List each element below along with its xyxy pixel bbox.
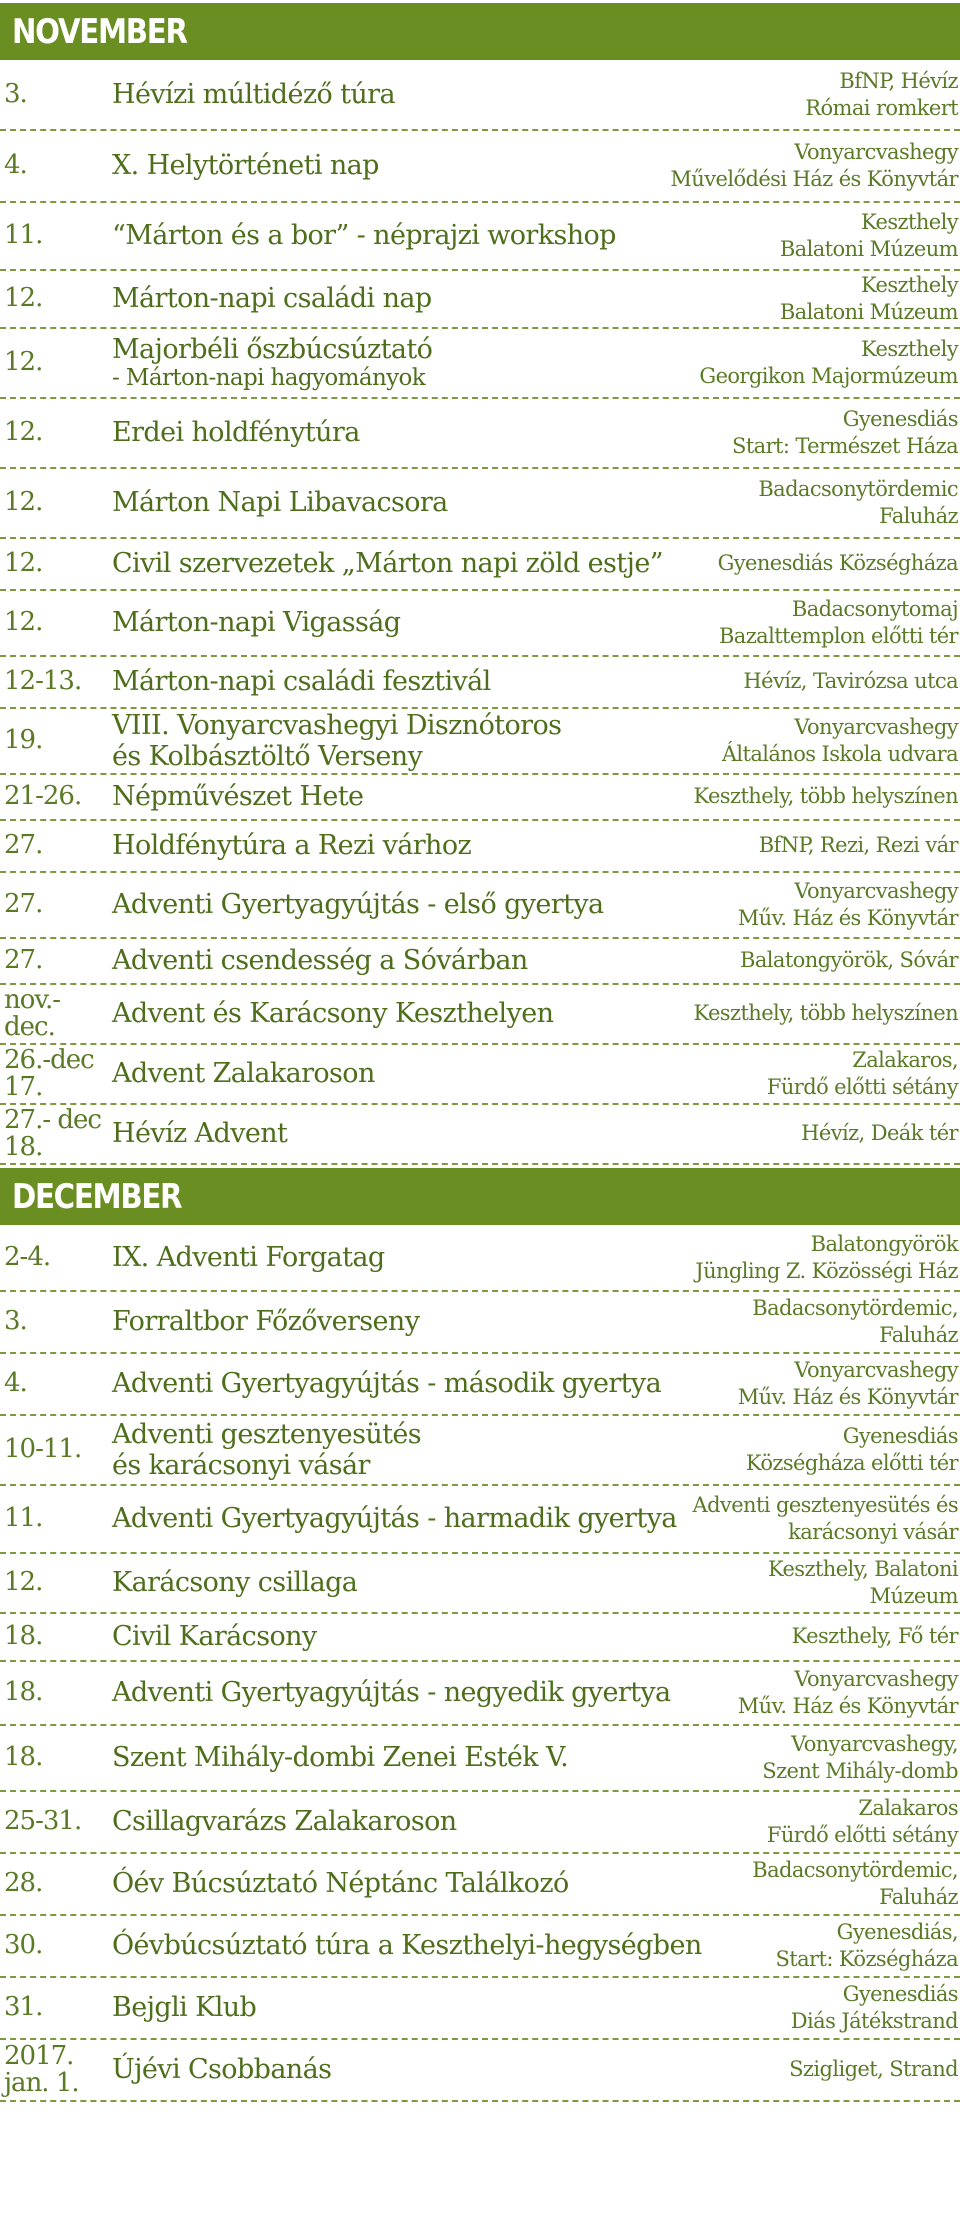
- event-title-line: Adventi gesztenyesütés: [112, 1418, 421, 1450]
- event-location: [762, 1731, 960, 1786]
- event-title-line: Márton-napi családi nap: [112, 283, 432, 315]
- event-location: [780, 272, 960, 327]
- event-date: 27.: [4, 830, 43, 861]
- event-location-line: Szigliget, Strand: [789, 2057, 958, 2082]
- event-location-line: Keszthely: [861, 336, 958, 361]
- event-calendar: [0, 3, 960, 2102]
- event-location-line: Faluház: [879, 504, 958, 528]
- event-title-line: és Kolbásztöltő Verseny: [112, 741, 423, 772]
- event-row: [0, 1226, 960, 1292]
- event-location-line: Keszthely, Balatoni: [767, 1556, 958, 1581]
- event-date: 31.: [4, 1992, 43, 2023]
- event-title-line: Bejgli Klub: [112, 1992, 257, 2024]
- event-title: [112, 1058, 767, 1089]
- event-title: [112, 548, 718, 579]
- event-subtitle: - Márton-napi hagyományok: [112, 365, 426, 392]
- event-location-line: Start: Községháza: [775, 1947, 958, 1971]
- event-row: [0, 1614, 960, 1662]
- event-row: [0, 329, 960, 399]
- event-row: [0, 2040, 960, 2102]
- november-event-list: [0, 61, 960, 1165]
- event-row: [0, 1792, 960, 1854]
- event-title: [112, 1503, 693, 1534]
- event-title: [112, 283, 780, 314]
- event-date: 18.: [4, 1742, 43, 1773]
- event-title-line: Adventi Gyertyagyújtás - első gyertya: [112, 889, 604, 921]
- event-location: [768, 1556, 960, 1611]
- event-location-line: Georgikon Majormúzeum: [699, 364, 958, 388]
- event-location-line: Balatoni Múzeum: [779, 237, 958, 261]
- event-location: [738, 1666, 960, 1721]
- event-row: [0, 1292, 960, 1354]
- event-location-line: Faluház: [879, 1885, 958, 1909]
- event-title-line: Adventi csendesség a Sóvárban: [112, 945, 528, 977]
- event-row: [0, 469, 960, 539]
- event-row: [0, 131, 960, 203]
- event-location: [801, 1120, 960, 1147]
- event-title: [112, 945, 740, 976]
- event-date: 27.- dec 18.: [4, 1105, 101, 1162]
- event-title-line: Civil szervezetek „Márton napi zöld estje”: [112, 548, 663, 580]
- event-location: [719, 596, 960, 651]
- event-location-line: Balatongyörök: [810, 1231, 958, 1256]
- event-date: nov.- dec.: [4, 985, 61, 1042]
- event-location: [776, 1919, 960, 1974]
- event-date: 4.: [4, 150, 27, 181]
- event-title: [112, 710, 722, 772]
- event-title: [112, 781, 693, 812]
- event-title-line: Márton-napi Vigasság: [112, 607, 401, 639]
- event-location-line: Badacsonytördemic,: [752, 1857, 958, 1882]
- event-title: [112, 1567, 768, 1598]
- event-row: [0, 1978, 960, 2040]
- event-location: [722, 714, 960, 769]
- event-title-line: Advent Zalakaroson: [112, 1058, 375, 1090]
- event-title-line: VIII. Vonyarcvashegyi Disznótoros: [112, 709, 562, 741]
- event-title: [112, 1118, 801, 1149]
- event-location: [743, 668, 960, 695]
- event-title: [112, 1742, 762, 1773]
- event-row: [0, 1916, 960, 1978]
- event-location-line: Római romkert: [805, 96, 958, 120]
- event-row: [0, 1726, 960, 1792]
- event-title-line: Hévízi múltidéző túra: [112, 79, 395, 111]
- event-row: [0, 1486, 960, 1554]
- event-date: 18.: [4, 1677, 43, 1708]
- event-title-line: Forraltbor Főzőverseny: [112, 1306, 420, 1338]
- event-location: [780, 209, 960, 264]
- event-title-line: Erdei holdfénytúra: [112, 417, 360, 449]
- event-date: 25-31.: [4, 1806, 82, 1837]
- event-title-line: Advent és Karácsony Keszthelyen: [112, 998, 554, 1030]
- december-event-list: [0, 1226, 960, 2102]
- event-row: [0, 1854, 960, 1916]
- event-row: [0, 873, 960, 939]
- event-date: 11.: [4, 220, 43, 251]
- event-title-line: X. Helytörténeti nap: [112, 150, 379, 182]
- event-row: [0, 1045, 960, 1105]
- event-date: 28.: [4, 1868, 43, 1899]
- event-location-line: Badacsonytördemic,: [752, 1295, 958, 1320]
- event-location-line: Start: Természet Háza: [732, 434, 958, 458]
- november-header: [0, 3, 960, 60]
- event-location-line: Gyenesdiás: [842, 1981, 958, 2006]
- event-location: [738, 878, 960, 933]
- event-date: 27.: [4, 889, 43, 920]
- event-title: [112, 150, 670, 181]
- event-location-line: karácsonyi vásár: [788, 1520, 958, 1544]
- event-title: [112, 220, 780, 251]
- event-title-line: Népművészet Hete: [112, 781, 364, 813]
- event-date: 26.-dec 17.: [4, 1045, 94, 1102]
- event-row: [0, 821, 960, 873]
- event-location-line: Keszthely: [861, 272, 958, 297]
- event-date: 18.: [4, 1621, 43, 1652]
- event-title: [112, 1621, 792, 1652]
- event-title: [112, 487, 758, 518]
- event-title: [112, 1930, 776, 1961]
- event-location-line: Faluház: [879, 1323, 958, 1347]
- event-location-line: Zalakaros,: [852, 1047, 958, 1072]
- event-title-line: Majorbéli őszbúcsúztató: [112, 334, 433, 366]
- event-title: [112, 334, 699, 391]
- event-title: [112, 2054, 789, 2085]
- event-location-line: Balatoni Múzeum: [779, 300, 958, 324]
- event-date: 12-13.: [4, 666, 82, 697]
- event-location-line: Gyenesdiás: [842, 406, 958, 431]
- event-date: 2017. jan. 1.: [4, 2040, 79, 2098]
- event-date: 12.: [4, 347, 43, 378]
- event-row: [0, 203, 960, 271]
- event-location-line: Fürdő előtti sétány: [766, 1823, 958, 1847]
- event-date: 12.: [4, 548, 43, 579]
- event-date: 12.: [4, 283, 43, 314]
- event-location-line: Diás Játékstrand: [790, 2009, 958, 2033]
- event-location: [693, 1000, 960, 1027]
- event-row: [0, 1354, 960, 1416]
- event-date: 21-26.: [4, 781, 82, 812]
- event-location-line: Vonyarcvashegy: [794, 139, 958, 164]
- event-title: [112, 607, 719, 638]
- event-date: 12.: [4, 607, 43, 638]
- event-date: 11.: [4, 1503, 43, 1534]
- event-title: [112, 1419, 746, 1481]
- event-location-line: Balatongyörök, Sóvár: [740, 948, 958, 973]
- event-location: [740, 947, 960, 974]
- event-location-line: Általános Iskola udvara: [721, 742, 958, 766]
- event-row: [0, 1416, 960, 1486]
- event-title: [112, 830, 759, 861]
- event-title: [112, 1368, 738, 1399]
- event-row: [0, 399, 960, 469]
- november-heading: NOVEMBER: [12, 11, 187, 52]
- event-date: 12.: [4, 487, 43, 518]
- event-date: 3.: [4, 79, 27, 110]
- event-location-line: Gyenesdiás: [842, 1423, 958, 1448]
- event-date: 10-11.: [4, 1434, 82, 1465]
- event-location-line: Múzeum: [869, 1584, 958, 1608]
- event-title-line: Civil Karácsony: [112, 1621, 317, 1653]
- event-date: 12.: [4, 417, 43, 448]
- event-date: 19.: [4, 725, 43, 756]
- event-title: [112, 1806, 767, 1837]
- event-location-line: Hévíz, Deák tér: [801, 1121, 958, 1146]
- event-location-line: Gyenesdiás,: [836, 1919, 958, 1944]
- event-row: [0, 1105, 960, 1165]
- event-title-line: és karácsonyi vásár: [112, 1450, 370, 1481]
- event-location: [752, 1295, 960, 1350]
- event-title-line: Márton-napi családi fesztivál: [112, 666, 491, 698]
- event-location: [805, 68, 960, 123]
- event-location-line: Keszthely, Fő tér: [791, 1624, 958, 1649]
- event-location-line: Adventi gesztenyesütés és: [692, 1492, 958, 1517]
- event-row: [0, 1662, 960, 1726]
- event-title: [112, 666, 743, 697]
- event-location-line: Vonyarcvashegy: [794, 878, 958, 903]
- event-location-line: Vonyarcvashegy: [794, 1666, 958, 1691]
- event-row: [0, 591, 960, 657]
- event-location: [738, 1357, 960, 1412]
- event-location-line: BfNP, Rezi, Rezi vár: [758, 833, 958, 858]
- event-location-line: Vonyarcvashegy,: [791, 1731, 958, 1756]
- event-date: 4.: [4, 1368, 27, 1399]
- event-row: [0, 61, 960, 131]
- event-title-line: Adventi Gyertyagyújtás - második gyertya: [112, 1368, 662, 1400]
- event-date: 3.: [4, 1306, 27, 1337]
- event-date: 30.: [4, 1930, 43, 1961]
- event-location: [791, 1981, 960, 2036]
- event-location-line: Községháza előtti tér: [745, 1451, 958, 1475]
- event-location: [699, 336, 960, 391]
- event-location: [758, 476, 960, 531]
- event-location-line: Művelődési Ház és Könyvtár: [670, 167, 958, 191]
- event-title-line: IX. Adventi Forgatag: [112, 1242, 385, 1274]
- event-location: [718, 550, 960, 577]
- event-title-line: Adventi Gyertyagyújtás - harmadik gyertya: [112, 1503, 677, 1535]
- event-location: [767, 1047, 960, 1102]
- event-title-line: Csillagvarázs Zalakaroson: [112, 1806, 457, 1838]
- event-row: [0, 709, 960, 775]
- event-title-line: Holdfénytúra a Rezi várhoz: [112, 830, 472, 862]
- event-location-line: Badacsonytördemic: [758, 476, 958, 501]
- event-location-line: Vonyarcvashegy: [794, 1357, 958, 1382]
- event-title-line: Óév Búcsúztató Néptánc Találkozó: [112, 1868, 569, 1900]
- event-title: [112, 1992, 791, 2023]
- event-location-line: Vonyarcvashegy: [794, 714, 958, 739]
- event-location: [792, 1623, 960, 1650]
- event-title-line: Hévíz Advent: [112, 1118, 288, 1150]
- event-location: [789, 2056, 960, 2083]
- event-title: [112, 1306, 752, 1337]
- event-title: [112, 1242, 695, 1273]
- event-location-line: Szent Mihály-domb: [762, 1759, 958, 1783]
- event-location-line: Fürdő előtti sétány: [766, 1075, 958, 1099]
- event-row: [0, 1554, 960, 1614]
- event-location-line: Keszthely, több helyszínen: [693, 1001, 958, 1026]
- event-title-line: Márton Napi Libavacsora: [112, 487, 448, 519]
- event-title: [112, 889, 738, 920]
- event-date: 2-4.: [4, 1242, 51, 1273]
- event-title: [112, 998, 693, 1029]
- event-location: [693, 783, 960, 810]
- event-location: [759, 832, 960, 859]
- event-location: [732, 406, 960, 461]
- event-title-line: Karácsony csillaga: [112, 1567, 358, 1599]
- event-location: [746, 1423, 960, 1478]
- event-date: 27.: [4, 945, 43, 976]
- event-row: [0, 539, 960, 591]
- event-location: [670, 139, 960, 194]
- event-title-line: Újévi Csobbanás: [112, 2054, 332, 2086]
- event-location-line: Gyenesdiás Községháza: [717, 551, 958, 576]
- event-location: [693, 1492, 960, 1547]
- event-title-line: “Márton és a bor” - néprajzi workshop: [112, 220, 616, 252]
- event-location-line: Jüngling Z. Közösségi Ház: [695, 1259, 958, 1283]
- december-header: [0, 1168, 960, 1225]
- event-location-line: Bazalttemplon előtti tér: [718, 624, 958, 648]
- event-location-line: Keszthely, több helyszínen: [693, 784, 958, 809]
- event-title-line: Adventi Gyertyagyújtás - negyedik gyertya: [112, 1677, 671, 1709]
- event-row: [0, 775, 960, 821]
- event-row: [0, 657, 960, 709]
- event-location-line: Műv. Ház és Könyvtár: [737, 906, 958, 930]
- december-heading: DECEMBER: [12, 1176, 182, 1217]
- event-location: [695, 1231, 960, 1286]
- event-location-line: Keszthely: [861, 209, 958, 234]
- event-title: [112, 417, 732, 448]
- event-location-line: Hévíz, Tavirózsa utca: [743, 669, 958, 694]
- event-title-line: Szent Mihály-dombi Zenei Esték V.: [112, 1742, 569, 1774]
- event-location: [767, 1795, 960, 1850]
- event-location-line: Badacsonytomaj: [791, 596, 958, 621]
- event-row: [0, 985, 960, 1045]
- event-location-line: Műv. Ház és Könyvtár: [737, 1385, 958, 1409]
- event-title: [112, 79, 805, 110]
- event-date: 12.: [4, 1567, 43, 1598]
- event-title: [112, 1868, 752, 1899]
- event-title: [112, 1677, 738, 1708]
- event-location-line: Zalakaros: [858, 1795, 958, 1820]
- event-row: [0, 271, 960, 329]
- event-location: [752, 1857, 960, 1912]
- event-location-line: BfNP, Hévíz: [839, 68, 958, 93]
- event-title-line: Óévbúcsúztató túra a Keszthelyi-hegységben: [112, 1930, 702, 1962]
- event-location-line: Műv. Ház és Könyvtár: [737, 1694, 958, 1718]
- event-row: [0, 939, 960, 985]
